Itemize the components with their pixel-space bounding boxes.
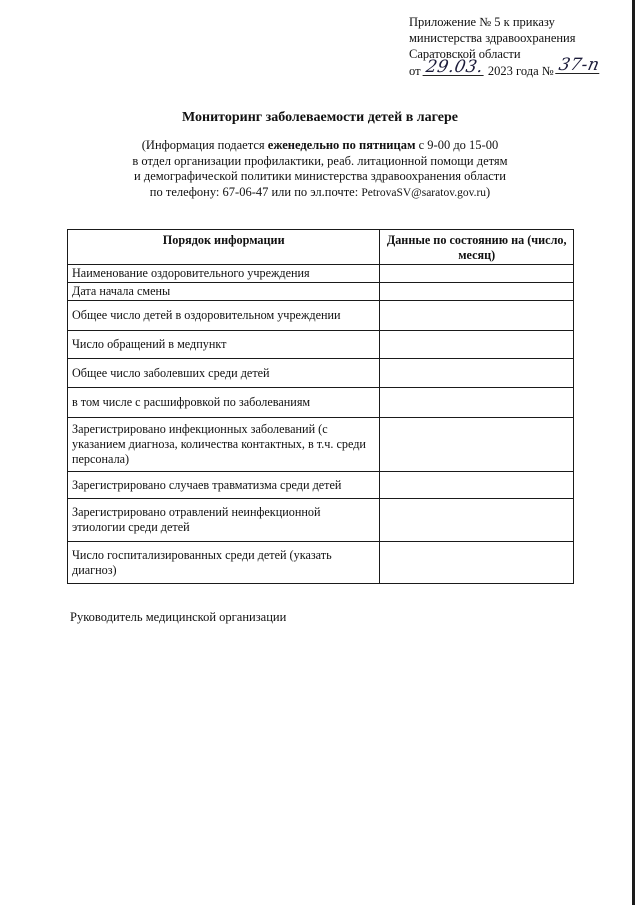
handwritten-date: 29.03. bbox=[424, 57, 485, 77]
row-label: Число обращений в медпункт bbox=[68, 331, 380, 359]
instructions bbox=[0, 138, 640, 201]
page-edge bbox=[632, 0, 635, 905]
row-label: Зарегистрировано инфекционных заболеваний (с указанием диагноза, количества контактных, в т.ч. среди персонала) bbox=[68, 418, 380, 472]
row-label: Общее число детей в оздоровительном учреждении bbox=[68, 301, 380, 331]
row-label: Число госпитализированных среди детей (указать диагноз) bbox=[68, 542, 380, 584]
column-header-data-as-of: Данные по состоянию на (число, месяц) bbox=[380, 230, 574, 265]
data-cell bbox=[380, 388, 574, 418]
row-label: Наименование оздоровительного учреждения bbox=[68, 265, 380, 283]
row-label: Дата начала смены bbox=[68, 283, 380, 301]
row-label: Зарегистрировано отравлений неинфекционной этиологии среди детей bbox=[68, 499, 380, 542]
data-cell bbox=[380, 265, 574, 283]
instructions-line-2: в отдел организации профилактики, реаб. литационной помощи детям bbox=[132, 153, 508, 168]
row-label: в том числе с расшифровкой по заболеваниям bbox=[68, 388, 380, 418]
data-cell bbox=[380, 499, 574, 542]
data-cell bbox=[380, 301, 574, 331]
weekly-friday-emphasis: еженедельно по пятницам bbox=[267, 138, 416, 152]
from-prefix: от bbox=[409, 64, 421, 78]
signature-line: Руководитель медицинской организации bbox=[70, 610, 287, 624]
instructions-line-3: и демографической политики министерства здравоохранения области bbox=[134, 169, 506, 183]
data-cell bbox=[380, 331, 574, 359]
order-date-line bbox=[409, 55, 609, 79]
appendix-line-1: Приложение № 5 к приказу bbox=[409, 15, 555, 29]
data-cell bbox=[380, 542, 574, 584]
data-cell bbox=[380, 359, 574, 388]
instructions-line-1: (Информация подается еженедельно по пятницам с 9-00 до 15-00 bbox=[141, 138, 499, 152]
appendix-header bbox=[409, 14, 609, 79]
row-label: Зарегистрировано случаев травматизма среди детей bbox=[68, 472, 380, 499]
column-header-info-order: Порядок информации bbox=[68, 230, 380, 265]
contact-email: PetrovaSV@saratov.gov.ru bbox=[361, 186, 487, 199]
instructions-line-4: по телефону: 67-06-47 или по эл.почте: PetrovaSV@saratov.gov.ru) bbox=[149, 184, 491, 199]
year-text: 2023 года № bbox=[487, 64, 554, 78]
monitoring-table bbox=[67, 229, 574, 584]
data-cell bbox=[380, 418, 574, 472]
handwritten-order-number: 37-п bbox=[556, 55, 602, 75]
appendix-line-2: министерства здравоохранения bbox=[409, 31, 576, 45]
appendix-line-3: Саратовской области bbox=[409, 47, 521, 61]
data-cell bbox=[380, 283, 574, 301]
document-title: Мониторинг заболеваемости детей в лагере bbox=[182, 110, 458, 125]
row-label: Общее число заболевших среди детей bbox=[68, 359, 380, 388]
data-cell bbox=[380, 472, 574, 499]
